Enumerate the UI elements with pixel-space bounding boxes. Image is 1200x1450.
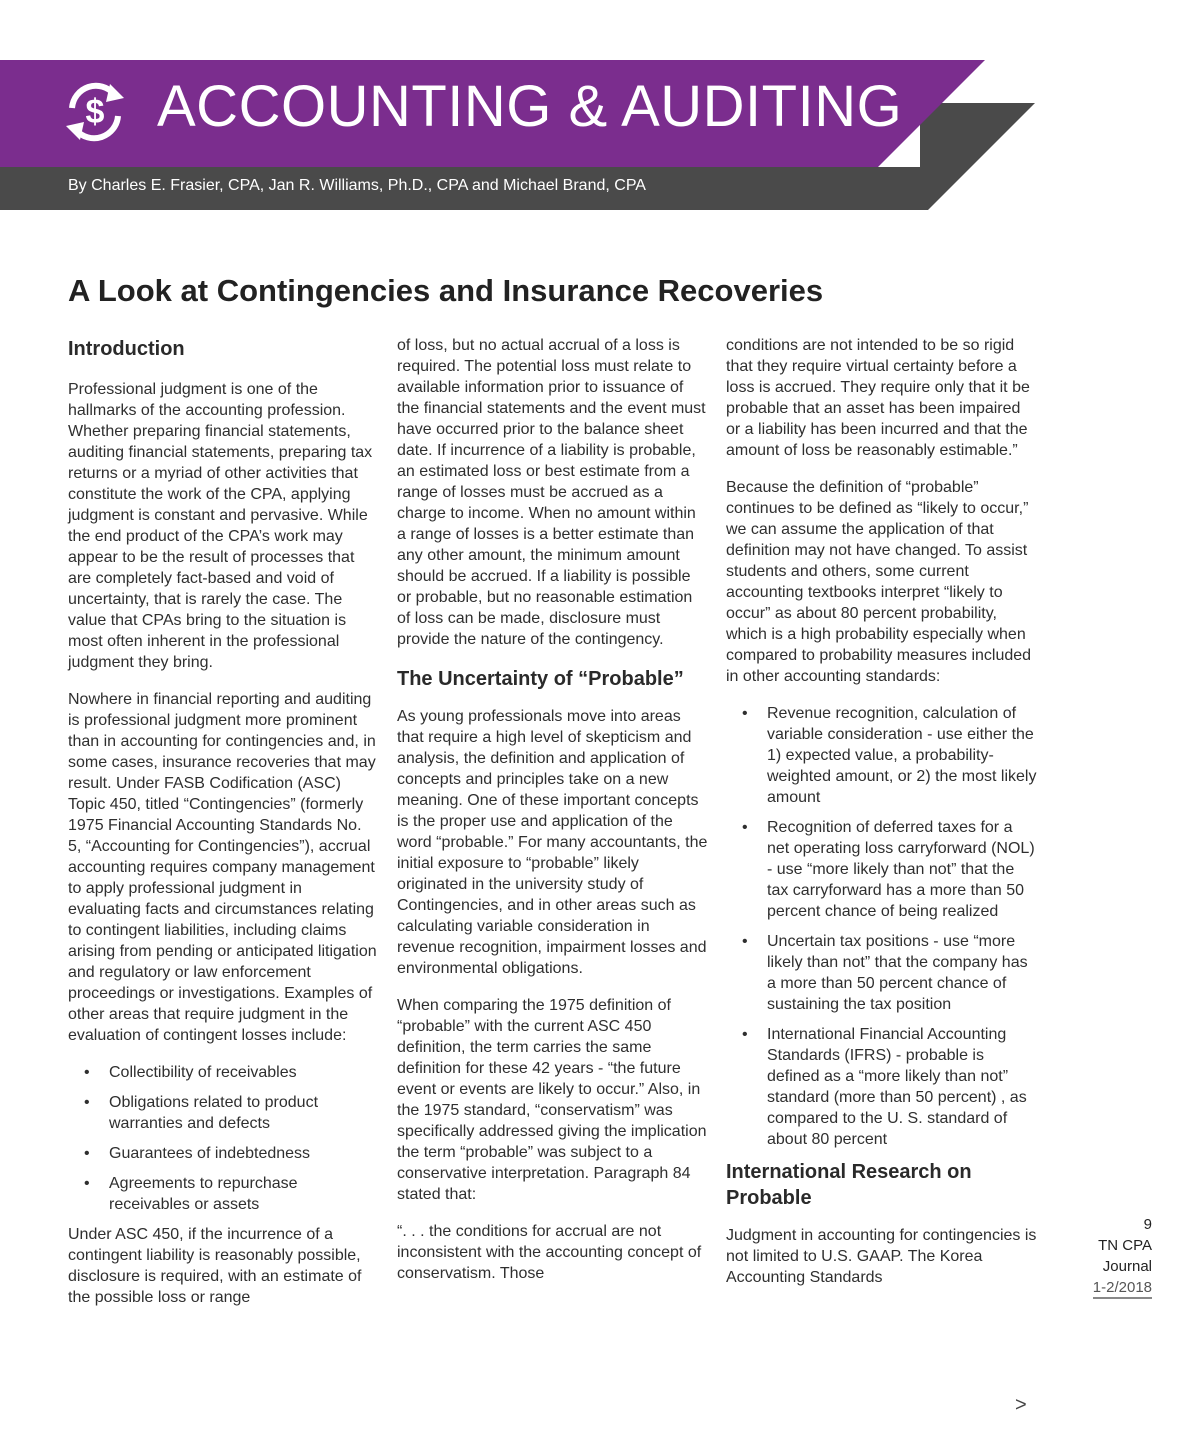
journal-name-line2: Journal — [1102, 1258, 1152, 1275]
paragraph: Nowhere in financial reporting and auditing is professional judgment more prominent than in accounting for contingencies and, in some cases, insurance recoveries that may result. Under FASB Codification (ASC) Topic 450, titled “Contingencies” (formerly 1975 Financial Accounting Standards No. 5, “Accounting for Contingencies”), accrual accounting requires company management to apply professional judgment in evaluating facts and circumstances relating to contingent liabilities, including claims arising from pending or anticipated litigation and regulatory or law enforcement proceedings or investigations. Examples of other areas that require judgment in the evaluation of contingent losses include: — [68, 691, 377, 1044]
paragraph: When comparing the 1975 definition of “probable” with the current ASC 450 definition, the term carries the same definition for these 42 years - “the future event or events are likely to occur.” Also, in the 1975 standard, “conservatism” was specifically addressed giving the implication the term “probable” was subject to a conservative interpretation. Paragraph 84 stated that: — [397, 997, 707, 1203]
journal-name-line1: TN CPA — [1098, 1237, 1152, 1254]
section-heading-probable: The Uncertainty of “Probable” — [397, 668, 684, 690]
bullet-icon: • — [84, 1145, 90, 1162]
paragraph: Judgment in accounting for contingencies is not limited to U.S. GAAP. The Korea Accounting Standards — [726, 1227, 1037, 1286]
section-heading-introduction: Introduction — [68, 338, 185, 360]
paragraph: Professional judgment is one of the hallmarks of the accounting profession. Whether preparing financial statements, auditing financial statements, preparing tax returns or a myriad of other activities that constitute the work of the CPA, applying judgment is constant and pervasive. While the end product of the CPA’s work may appear to be the result of processes that are completely fact-based and void of uncertainty, that is rarely the case. The value that CPAs bring to the situation is most often inherent in the professional judgment they bring. — [68, 381, 373, 671]
dollar-cycle-icon — [60, 78, 130, 146]
section-banner — [0, 0, 1200, 215]
paragraph: of loss, but no actual accrual of a loss is required. The potential loss must relate to available information prior to issuance of the financial statements and the event must have occurred prior to the balance sheet date. If incurrence of a liability is probable, an estimated loss or best estimate from a range of losses must be accrued as a charge to income. When no amount within a range of losses is a better estimate than any other amount, the minimum amount should be accrued. If a liability is possible or probable, but no reasonable estimation of loss can be made, disclosure must provide the nature of the contingency. — [397, 337, 706, 648]
bullet-icon: • — [84, 1175, 90, 1192]
bullet-icon: • — [742, 933, 748, 950]
section-title: ACCOUNTING & AUDITING — [157, 74, 903, 139]
page-info — [1082, 1214, 1152, 1299]
section-heading-international: International Research on Probable — [726, 1161, 972, 1209]
column-2 — [397, 335, 709, 1300]
list-item: • International Financial Accounting Standards (IFRS) - probable is defined as a “more likely than not” standard (more than 50 percent) , as compared to the U. S. standard of about 80 percent — [742, 1026, 1027, 1148]
column-1 — [68, 335, 378, 1324]
bullet-list — [726, 703, 1038, 1150]
list-item: • Uncertain tax positions - use “more likely than not” that the company has a more than 50 percent chance of sustaining the tax position — [742, 933, 1028, 1013]
list-item: • Collectibility of receivables — [84, 1064, 297, 1081]
bullet-icon: • — [742, 705, 748, 722]
next-page-button[interactable]: > — [1015, 1394, 1027, 1416]
article-title: A Look at Contingencies and Insurance Recoveries — [68, 273, 824, 308]
list-item: • Agreements to repurchase receivables or assets — [84, 1175, 298, 1213]
column-3 — [726, 335, 1038, 1304]
svg-text:$: $ — [85, 93, 105, 131]
bullet-icon: • — [84, 1094, 90, 1111]
paragraph: Because the definition of “probable” continues to be defined as “likely to occur,” we can assume the application of that definition may not have changed. To assist students and others, some current accounting textbooks interpret “likely to occur” as about 80 percent probability, which is a high probability especially when compared to probability measures included in other accounting standards: — [726, 479, 1032, 685]
issue-date-link[interactable]: 1-2/2018 — [1093, 1279, 1152, 1299]
byline: By Charles E. Frasier, CPA, Jan R. Williams, Ph.D., CPA and Michael Brand, CPA — [68, 177, 646, 194]
paragraph: conditions are not intended to be so rigid that they require virtual certainty before a loss is accrued. They require only that it be probable that an asset has been impaired or a liability has been incurred and that the amount of loss be reasonably estimable.” — [726, 337, 1030, 459]
bullet-list — [68, 1062, 378, 1215]
page-number: 9 — [1143, 1216, 1152, 1233]
bullet-icon: • — [84, 1064, 90, 1081]
bullet-icon: • — [742, 819, 748, 836]
list-item: • Revenue recognition, calculation of variable consideration - use either the 1) expected value, a probability-weighted amount, or 2) the most likely amount — [742, 705, 1037, 806]
paragraph: Under ASC 450, if the incurrence of a contingent liability is reasonably possible, disclosure is required, with an estimate of the possible loss or range — [68, 1226, 362, 1306]
bullet-icon: • — [742, 1026, 748, 1043]
list-item: • Recognition of deferred taxes for a net operating loss carryforward (NOL) - use “more likely than not” that the tax carryforward has a more than 50 percent chance of being realized — [742, 819, 1035, 920]
list-item: • Obligations related to product warranties and defects — [84, 1094, 319, 1132]
quote-paragraph: “. . . the conditions for accrual are not inconsistent with the accounting concept of conservatism. Those — [397, 1223, 702, 1282]
paragraph: As young professionals move into areas that require a high level of skepticism and analysis, the definition and application of concepts and principles take on a new meaning. One of these important concepts is the proper use and application of the word “probable.” For many accountants, the initial exposure to “probable” likely originated in the university study of Contingencies, and in other areas such as calculating variable consideration in revenue recognition, impairment losses and environmental obligations. — [397, 708, 708, 977]
list-item: • Guarantees of indebtedness — [84, 1145, 311, 1162]
